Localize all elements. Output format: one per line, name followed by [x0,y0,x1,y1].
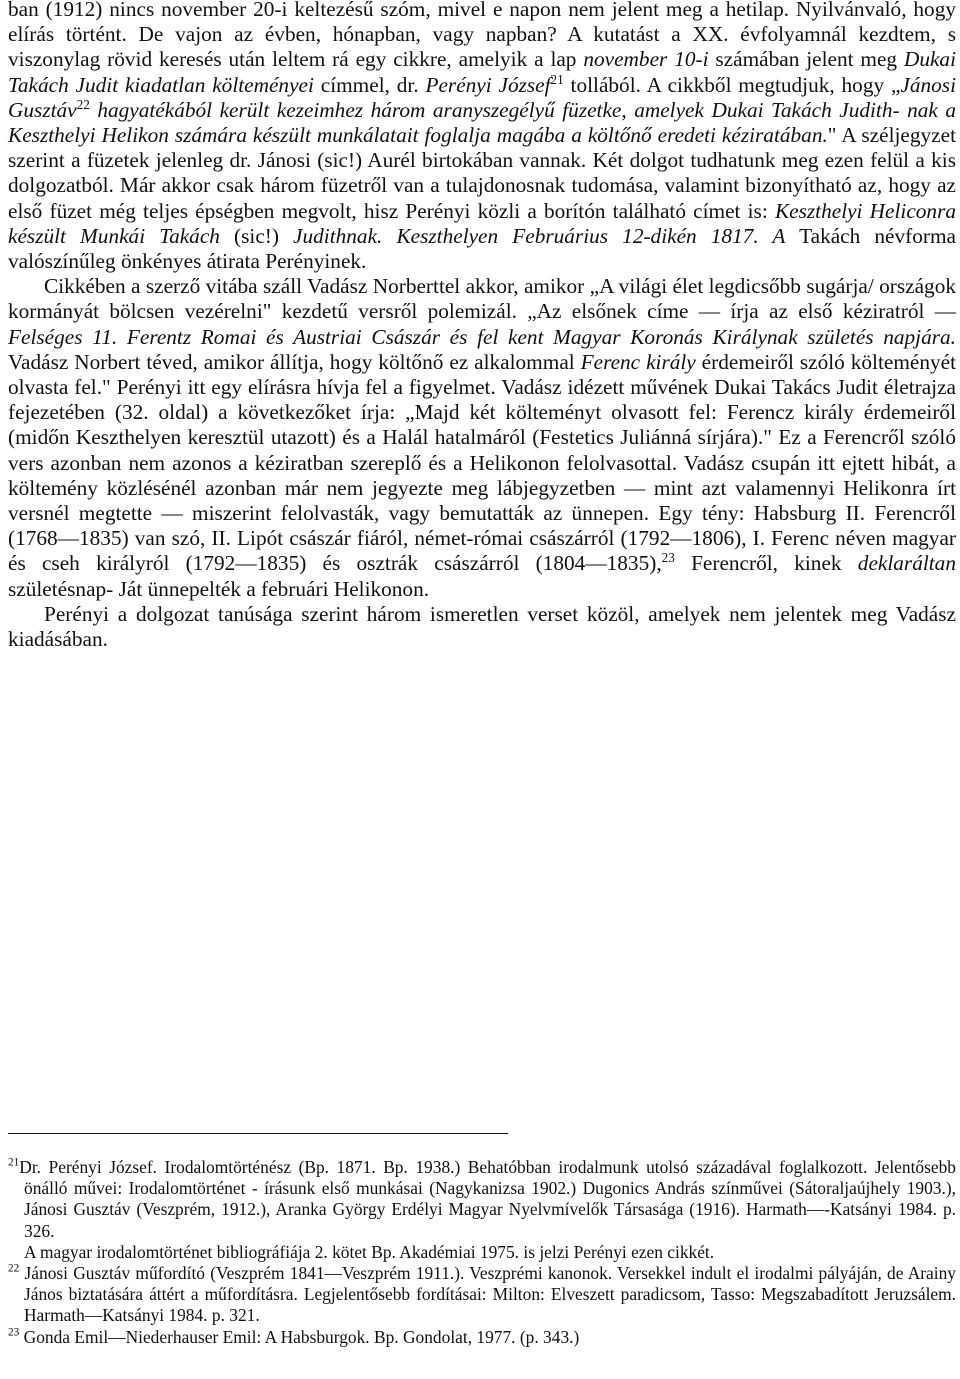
document-page [8,0,956,652]
italic-text: Felséges 11. Ferentz Romai és Austriai Császár és fel kent Magyar Koronás Királynak születés napjára. [8,324,956,349]
italic-text: Jánosi Gusztáv [8,72,957,122]
text-run: Vadász Norbert téved, amikor állítja, hogy költőnő ez alkalommal [8,349,581,374]
footnote-21-extra: A magyar irodalomtörténet bibliográfiája 2. kötet Bp. Akadémiai 1975. is jelzi Perényi ezen cikkét. [24,1241,715,1262]
text-run: tollából. A cikkből megtudjuk, hogy „ [563,72,901,97]
italic-text: Keszthelyi Heliconra készült Munkái Takách [8,198,957,248]
footnote-number: 21 [8,1156,20,1169]
text-run: (sic!) [219,223,294,248]
italic-text: Judithnak. Keszthelyen Februárius 12-dikén 1817. A [293,223,786,248]
footnote-text: Jánosi Gusztáv műfordító (Veszprém 1841—Veszprém 1911.). Veszprémi kanonok. Versekkel indult el irodalmi pályáján, de Arainy János biztatására áttért a műfordításra. Legjelentősebb fordításai: Milton: Elveszett paradicsom, Tasso: Megszabadított Jeruzsálem. Harmath—Katsányi 1984. p. 321. [24,1263,956,1326]
footnote-number: 22 [8,1262,20,1275]
footnote-number: 23 [8,1326,20,1339]
footnote-text: Dr. Perényi József. Irodalomtörténész (Bp. 1871. Bp. 1938.) Behatóbban irodalmunk utolsó századával foglalkozott. Jelentősebb önálló művei: Irodalomtörténet - írásunk első munkásai (Nagykanizsa 1902.) Dugonics András színművei (Sátoraljaújhely 1903.), Jánosi Gusztáv (Veszprém, 1912.), Aranka György Erdélyi Magyar Nyelvmívelők Társasága (1916). Harmath—-Katsányi 1984. p. 326. [19,1157,956,1241]
text-run: Takách névforma valószínűleg önkényes átirata Perényinek. [8,223,956,274]
text-run: születésnap- Ját ünnepelték a februári Helikonon. [8,576,430,601]
main-text [8,0,956,652]
paragraph-2 [8,274,956,602]
text-run: Perényi a dolgozat tanúsága szerint három ismeretlen verset közöl, amelyek nem jelentek meg Vadász kiadásában. [8,601,956,652]
italic-text: hagyatékából került kezeimhez három aranyszegélyű füzetke, amelyek Dukai Takách Judith- nak a Keszthelyi Helikon számára készült munkálatait foglalja magába a költőnő eredeti kéziratában. [8,97,956,148]
text-run: címmel, dr. [313,72,426,97]
footnote-21 [8,1157,956,1242]
footnote-22 [8,1263,956,1327]
text-run: érdemeiről szóló költeményét olvasta fel." Perényi itt egy elírásra hívja fel a figyelmet. Vadász idézett művének Dukai Takács Judit életrajza fejezetében (32. oldal) a következőket írja: „Majd két költeményt olvasott fel: Ferencz király érdemeiről (midőn Keszthelyen keresztül utazott) és a Halál hatalmáról (Festetics Juliánná sírjára)." Ez a Ferencről szóló vers azonban nem azonos a kéziratban szereplő és a Helikonon felolvasottal. Vadász csupán itt ejtett hibát, a költemény közlésénél azonban már nem jegyezte meg lábjegyzetben — mint azt valamennyi Helikonra írt versnél megtette — miszerint felolvasták, vagy bemutatták az ünnepen. Egy tény: Habsburg II. Ferencről (1768—1835) van szó, II. Lipót császár fiáról, német-római császárról (1792—1806), I. Ferenc néven magyar és cseh királyról (1792—1835) és osztrák császárról (1804—1835), [8,349,957,576]
footnote-ref: 22 [76,96,90,112]
footnote-23 [8,1327,956,1348]
italic-text: deklaráltan [857,551,956,576]
italic-text: Dukai Takách Judit kiadatlan költeményei [8,47,956,97]
text-run: ban (1912) nincs november 20-i keltezésű szóm, mivel e napon nem jelent meg a hetilap. Nyilvánvaló, hogy elírás történt. De vajon az évben, hónapban, vagy napban? A kutatást a XX. évfolyamnál kezdtem, s viszonylag rövid keresés után leltem rá egy cikkre, amelyik a lap [8,0,956,72]
italic-text: Perényi József [425,72,551,97]
footnote-separator [8,1133,508,1134]
text-run: " A széljegyzet szerint a füzetek jelenleg dr. Jánosi (sic!) Aurél birtokában vannak. Két dolgot tudhatunk meg ezen felül a kis dolgozatból. Már akkor csak három füzetről van a tulajdonosnak tudomása, valamint bizonyítható az, hogy az első füzet még teljes épségben megvolt, hisz Perényi közli a borítón található címet is: [8,123,956,223]
footnote-ref: 23 [661,550,675,566]
italic-text: Ferenc király [580,349,696,374]
footnotes [8,1157,956,1348]
paragraph-3 [8,602,956,652]
text-run: Ferencről, kinek [674,551,858,576]
text-run: számában jelent meg [708,47,904,72]
italic-text: november 10-i [583,47,709,72]
paragraph-1 [8,0,956,274]
text-run: Cikkében a szerző vitába száll Vadász Norberttel akkor, amikor „A világi élet legdicsőbb sugárja/ országok kormányát bölcsen vezérelni" kezdetű versről polemizál. „Az elsőnek címe — írja az első kéziratról — [8,274,956,324]
footnote-ref: 21 [550,71,564,87]
footnote-text: Gonda Emil—Niederhauser Emil: A Habsburgok. Bp. Gondolat, 1977. (p. 343.) [23,1326,580,1347]
